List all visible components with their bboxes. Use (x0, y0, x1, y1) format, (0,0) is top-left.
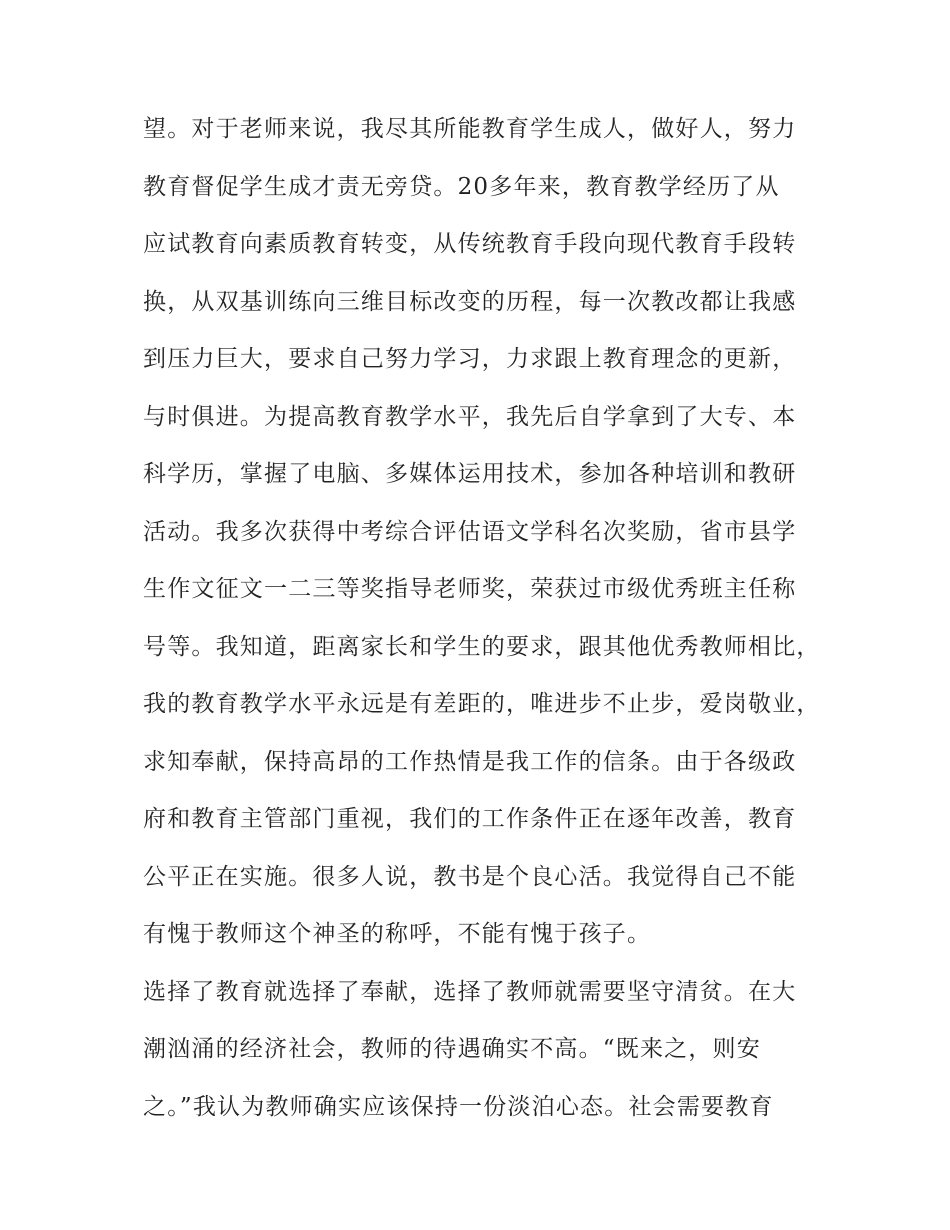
text-line: 选择了教育就选择了奉献，选择了教师就需要坚守清贫。在大 (143, 978, 797, 1005)
text-line: 有愧于教师这个神圣的称呼，不能有愧于孩子。 (143, 921, 652, 947)
text-line: 求知奉献，保持高昂的工作热情是我工作的信条。由于各级政 (143, 748, 797, 775)
text-line: 换，从双基训练向三维目标改变的历程，每一次教改都让我感 (143, 288, 797, 315)
text-line: 号等。我知道，距离家长和学生的要求，跟其他优秀教师相比， (143, 633, 821, 660)
text-line: 生作文征文一二三等奖指导老师奖，荣获过市级优秀班主任称 (143, 576, 797, 602)
text-line: 到压力巨大，要求自己努力学习，力求跟上教育理念的更新， (143, 346, 797, 372)
text-line: 与时俱进。为提高教育教学水平，我先后自学拿到了大专、本 (143, 403, 797, 430)
text-line: 公平正在实施。很多人说，教书是个良心活。我觉得自己不能 (143, 863, 797, 890)
text-line: 潮汹涌的经济社会，教师的待遇确实不高。“既来之，则安 (143, 1036, 761, 1062)
text-line: 望。对于老师来说，我尽其所能教育学生成人，做好人，努力 (143, 116, 797, 142)
text-line: 活动。我多次获得中考综合评估语文学科名次奖励，省市县学 (143, 518, 797, 545)
text-line: 我的教育教学水平永远是有差距的，唯进步不止步，爱岗敬业， (143, 691, 821, 717)
text-line: 府和教育主管部门重视，我们的工作条件正在逐年改善，教育 (143, 806, 797, 832)
body-text (143, 107, 843, 1142)
text-line: 之。”我认为教师确实应该保持一份淡泊心态。社会需要教育 (143, 1093, 774, 1120)
text-line: 应试教育向素质教育转变，从传统教育手段向现代教育手段转 (143, 231, 797, 257)
text-line: 科学历，掌握了电脑、多媒体运用技术，参加各种培训和教研 (143, 461, 797, 487)
text-line: 教育督促学生成才责无旁贷。20多年来，教育教学经历了从 (143, 173, 780, 200)
